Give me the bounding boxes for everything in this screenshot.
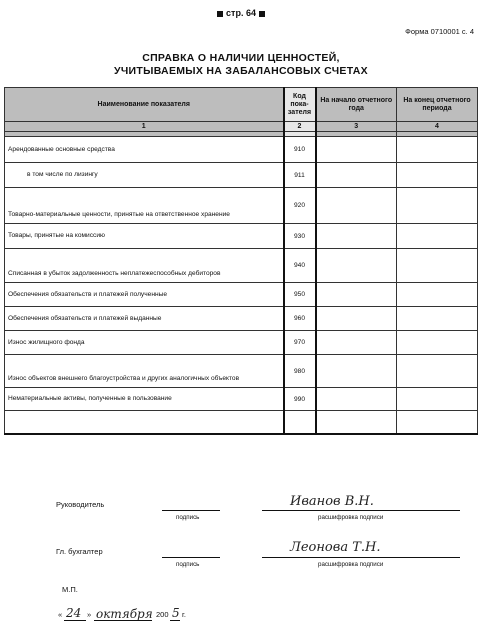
row-end-cell[interactable]: [397, 224, 478, 249]
row-code: 940: [284, 249, 316, 283]
stamp-place: М.П.: [62, 585, 78, 594]
header-end: На конец отчетного периода: [397, 88, 478, 122]
row-name: Износ объектов внешнего благоустройства и других аналогичных объектов: [5, 355, 284, 388]
table-row: [5, 388, 478, 411]
table-row: [5, 355, 478, 388]
row-code: 930: [284, 224, 316, 249]
accountant-name-handwritten: Леонова Т.Н.: [290, 540, 381, 555]
row-start-cell[interactable]: [316, 224, 397, 249]
form-code: Форма 0710001 с. 4: [405, 27, 474, 36]
row-code: 911: [284, 163, 316, 188]
header-name: Наименование показателя: [5, 88, 284, 122]
row-name: Обеспечения обязательств и платежей полученные: [5, 283, 284, 307]
header-start: На начало отчетного года: [316, 88, 397, 122]
row-name: Арендованные основные средства: [5, 137, 284, 163]
date-year-mark: г.: [182, 610, 186, 619]
accountant-label: Гл. бухгалтер: [56, 547, 103, 556]
row-code: 970: [284, 331, 316, 355]
row-end-cell[interactable]: [397, 331, 478, 355]
row-end-cell[interactable]: [397, 137, 478, 163]
date-year-suffix: 5: [172, 606, 180, 620]
table-row: [5, 163, 478, 188]
date-year-prefix: 200: [156, 610, 169, 619]
row-end-cell[interactable]: [397, 388, 478, 411]
row-start-cell[interactable]: [316, 388, 397, 411]
table-row: [5, 224, 478, 249]
page-number-text: стр. 64: [226, 8, 256, 18]
row-name: Износ жилищного фонда: [5, 331, 284, 355]
colnum-2: 2: [284, 122, 316, 132]
colnum-4: 4: [397, 122, 478, 132]
row-code: 980: [284, 355, 316, 388]
row-code: 910: [284, 137, 316, 163]
colnum-3: 3: [316, 122, 397, 132]
head-name-line[interactable]: [262, 510, 460, 511]
head-name-handwritten: Иванов В.Н.: [290, 494, 374, 509]
square-bullet-icon: [259, 11, 265, 17]
offbalance-table: [4, 87, 478, 435]
accountant-signature-line[interactable]: [162, 557, 220, 558]
row-name: Обеспечения обязательств и платежей выданные: [5, 307, 284, 331]
table-row: [5, 137, 478, 163]
row-start-cell[interactable]: [316, 355, 397, 388]
square-bullet-icon: [217, 11, 223, 17]
table-row: [5, 249, 478, 283]
row-code: 990: [284, 388, 316, 411]
title-line-1: СПРАВКА О НАЛИЧИИ ЦЕННОСТЕЙ,: [142, 52, 340, 64]
head-signature-caption: подпись: [176, 514, 200, 521]
row-start-cell[interactable]: [316, 137, 397, 163]
row-name: Товары, принятые на комиссию: [5, 224, 284, 249]
table-row-empty: [5, 411, 478, 434]
row-end-cell[interactable]: [397, 283, 478, 307]
head-decode-caption: расшифровка подписи: [318, 514, 384, 521]
row-code: 960: [284, 307, 316, 331]
row-code: 950: [284, 283, 316, 307]
row-end-cell[interactable]: [397, 307, 478, 331]
row-end-cell[interactable]: [397, 163, 478, 188]
accountant-decode-caption: расшифровка подписи: [318, 561, 384, 568]
row-start-cell[interactable]: [316, 163, 397, 188]
row-start-cell[interactable]: [316, 188, 397, 224]
row-name: Товарно-материальные ценности, принятые на ответственное хранение: [5, 188, 284, 224]
row-name: Списанная в убыток задолженность неплатежеспособных дебиторов: [5, 249, 284, 283]
date-month: октября: [96, 607, 153, 621]
date-day: 24: [66, 606, 82, 620]
row-end-cell[interactable]: [397, 249, 478, 283]
row-code: 920: [284, 188, 316, 224]
header-code: Код пока-зателя: [284, 88, 316, 122]
head-signature-line[interactable]: [162, 510, 220, 511]
accountant-signature-caption: подпись: [176, 561, 200, 568]
row-start-cell[interactable]: [316, 331, 397, 355]
row-start-cell[interactable]: [316, 307, 397, 331]
row-name: Нематериальные активы, полученные в пользование: [5, 388, 284, 411]
colnum-1: 1: [5, 122, 284, 132]
title-line-2: УЧИТЫВАЕМЫХ НА ЗАБАЛАНСОВЫХ СЧЕТАХ: [114, 65, 368, 77]
table-row: [5, 307, 478, 331]
table-row: [5, 331, 478, 355]
row-start-cell[interactable]: [316, 283, 397, 307]
row-end-cell[interactable]: [397, 188, 478, 224]
accountant-name-line[interactable]: [262, 557, 460, 558]
head-label: Руководитель: [56, 500, 105, 509]
table-row: [5, 283, 478, 307]
table-row: [5, 188, 478, 224]
row-start-cell[interactable]: [316, 249, 397, 283]
row-name: в том числе по лизингу: [5, 163, 284, 188]
page-number: [0, 8, 482, 18]
row-end-cell[interactable]: [397, 355, 478, 388]
document-title: [0, 52, 482, 78]
date-field[interactable]: « 24 » октября 200 5 г.: [58, 606, 186, 621]
